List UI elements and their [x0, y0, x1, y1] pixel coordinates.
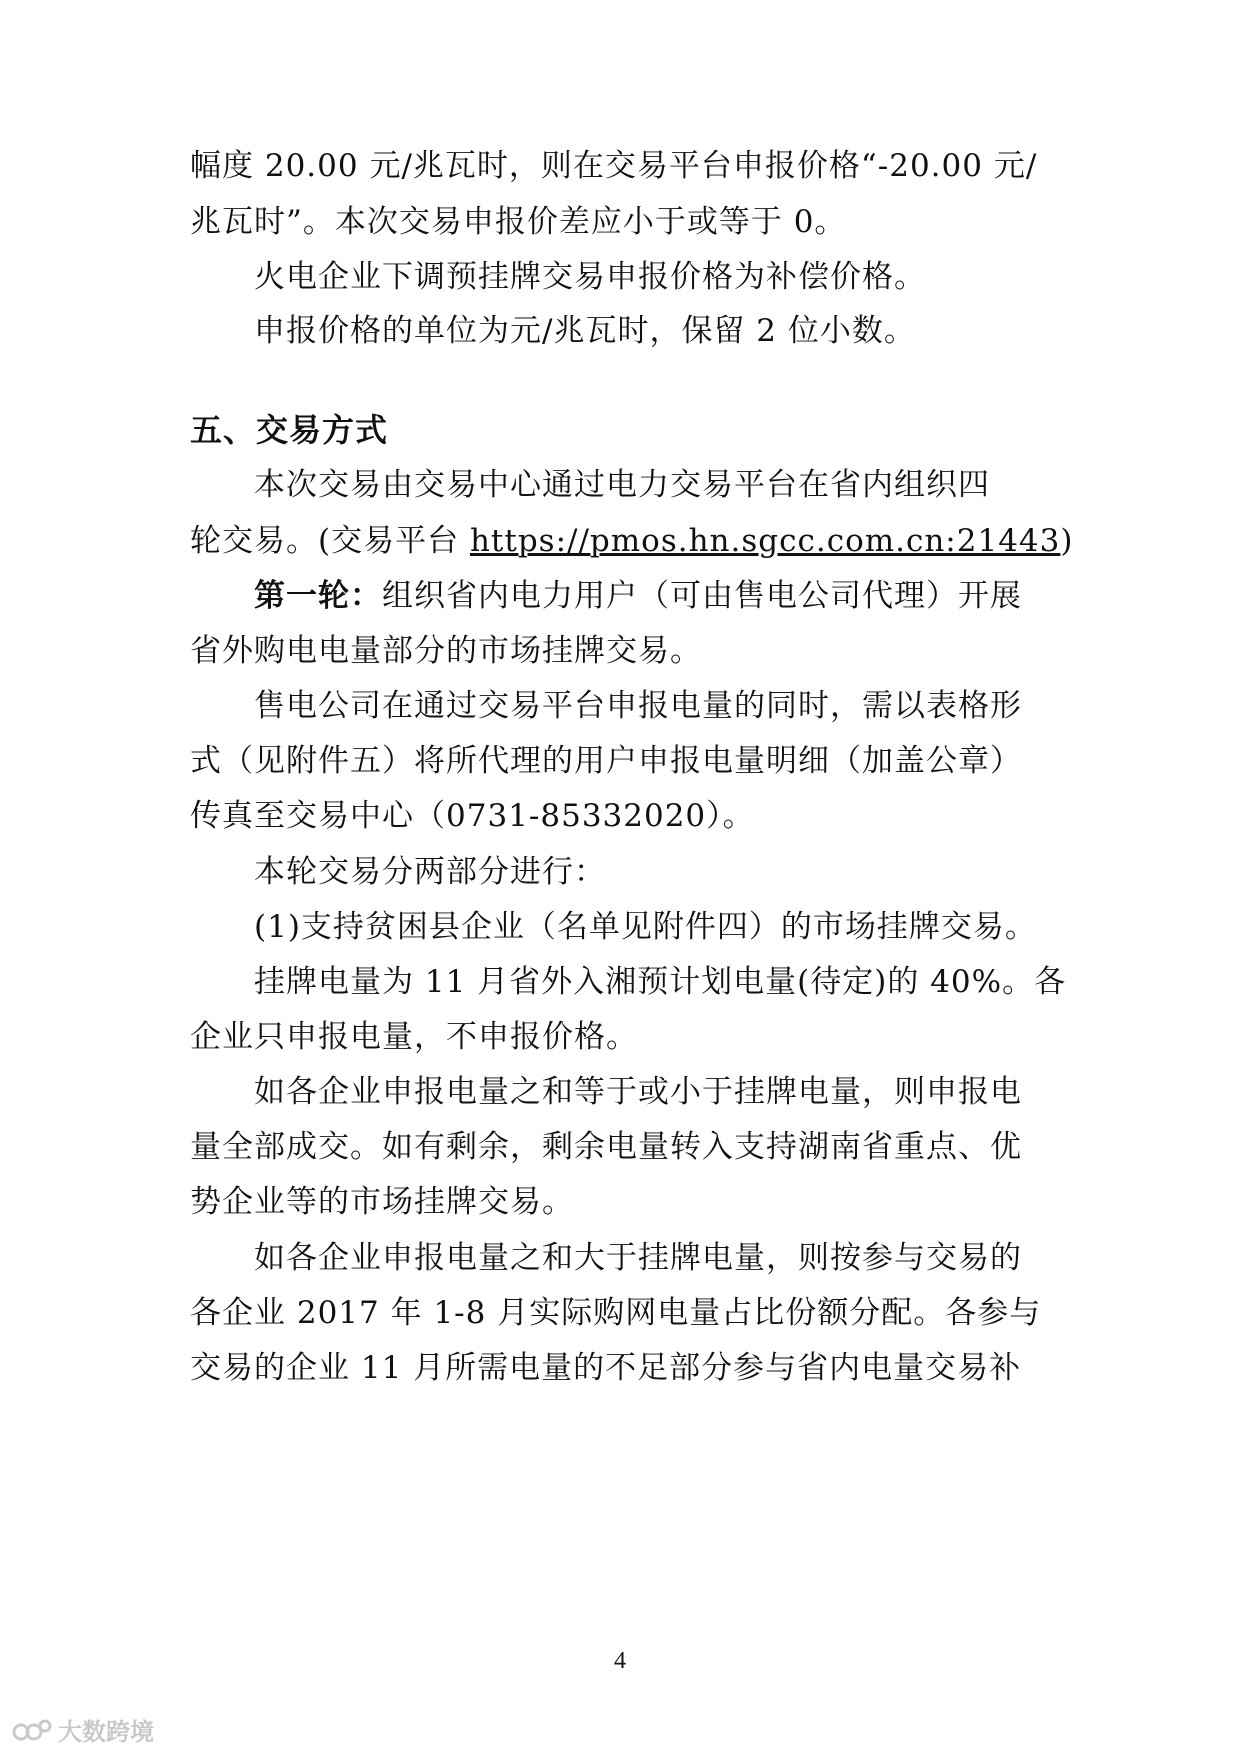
text-line: 本次交易由交易中心通过电力交易平台在省内组织四: [254, 467, 990, 503]
text-line: 申报价格的单位为元/兆瓦时，保留 2 位小数。: [254, 313, 916, 349]
text-line: 火电企业下调预挂牌交易申报价格为补偿价格。: [254, 259, 926, 295]
text-line: 交易的企业 11 月所需电量的不足部分参与省内电量交易补: [190, 1350, 1022, 1386]
platform-url-link[interactable]: https://pmos.hn.sgcc.com.cn:21443: [469, 523, 1061, 559]
text-segment: 组织省内电力用户（可由售电公司代理）开展: [382, 578, 1022, 614]
page-number: 4: [614, 1648, 626, 1674]
text-line: 本轮交易分两部分进行：: [254, 854, 606, 890]
watermark-logo-icon: [12, 1716, 52, 1744]
text-line: [254, 576, 1060, 616]
text-segment: 轮交易。(交易平台: [190, 523, 470, 559]
text-line: 势企业等的市场挂牌交易。: [190, 1184, 574, 1220]
text-line: 式（见附件五）将所代理的用户申报电量明细（加盖公章）: [190, 743, 1022, 779]
text-line: 传真至交易中心（0731-85332020）。: [190, 798, 755, 834]
text-line: 挂牌电量为 11 月省外入湘预计划电量(待定)的 40%。各: [254, 964, 1067, 1000]
round-label: 第一轮：: [254, 578, 382, 614]
text-line: 省外购电电量部分的市场挂牌交易。: [190, 633, 702, 669]
watermark: [12, 1712, 154, 1747]
text-line: 如各企业申报电量之和大于挂牌电量，则按参与交易的: [254, 1240, 1022, 1276]
text-line: 幅度 20.00 元/兆瓦时，则在交易平台申报价格“-20.00 元/: [190, 148, 1038, 184]
text-line: 各企业 2017 年 1-8 月实际购网电量占比份额分配。各参与: [190, 1295, 1042, 1331]
text-line: 兆瓦时”。本次交易申报价差应小于或等于 0。: [190, 204, 847, 240]
text-line: 量全部成交。如有剩余，剩余电量转入支持湖南省重点、优: [190, 1129, 1022, 1165]
text-line: 企业只申报电量，不申报价格。: [190, 1019, 638, 1055]
text-line: (1)支持贫困县企业（名单见附件四）的市场挂牌交易。: [254, 909, 1037, 945]
watermark-text: 大数跨境: [58, 1718, 154, 1746]
text-segment: ): [1060, 523, 1074, 559]
text-line: [190, 521, 1074, 561]
text-line: 如各企业申报电量之和等于或小于挂牌电量，则申报电: [254, 1074, 1022, 1110]
section-heading: 五、交易方式: [190, 411, 389, 449]
text-line: 售电公司在通过交易平台申报电量的同时，需以表格形: [254, 688, 1022, 724]
